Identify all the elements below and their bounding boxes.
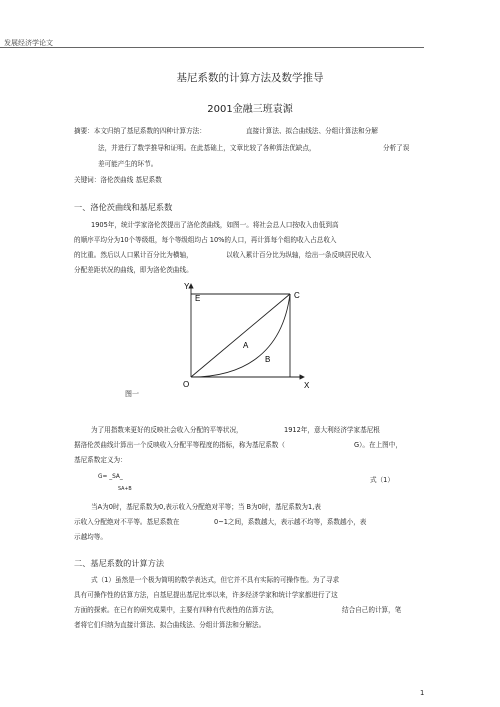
label-b: B [265, 355, 271, 364]
s1-paragraph-1-line-4: 分配差距状况的曲线，即为洛伦茨曲线。 [74, 266, 193, 274]
label-c: C [294, 291, 300, 300]
s1-paragraph-2-line-2b: G）。在上图中， [354, 441, 402, 449]
label-e: E [195, 294, 201, 303]
s1-paragraph-3-line-3: 示越均等。 [74, 533, 107, 541]
paper-title: 基尼系数的计算方法及数学推导 [176, 72, 324, 84]
s2-paragraph-1-line-2: 具有可操作性的估算方法，自基尼提出基尼比率以来，许多经济学家和统计学家都进行了这 [74, 591, 338, 599]
label-x: X [304, 381, 310, 390]
s2-paragraph-1-line-1: 式（1）虽然是一个极为简明的数学表达式，但它并不具有实际的可操作性。为了寻求 [91, 576, 340, 584]
header-rule [0, 47, 424, 48]
s1-paragraph-1-line-3a: 的比重。然后以人口累计百分比为横轴， [74, 251, 193, 259]
abstract-line-1a: 摘要：本文归纳了基尼系数的四种计算方法： [74, 127, 206, 135]
label-o: O [183, 380, 190, 389]
keywords: 关键词：洛伦茨曲线 基尼系数 [74, 176, 162, 184]
abstract-line-2b: 分析了误 [383, 144, 410, 152]
s1-paragraph-1-line-3b: 以收入累计百分比为纵轴，绘出一条反映居民收入 [226, 251, 372, 259]
author-line: 2001金融三班袁源 [207, 104, 293, 115]
s1-paragraph-3-line-1: 当A为0时，基尼系数为0,表示收入分配绝对平等；当 B为0时，基尼系数为1,表 [91, 503, 321, 511]
s1-paragraph-1-line-1: 1905年，统计学家洛伦茨提出了洛伦茨曲线，如图一。将社会总人口按收入由低到高 [91, 221, 339, 229]
s2-paragraph-1-line-3a: 方面的探索。在已有的研究成果中，主要有四种有代表性的估算方法， [74, 606, 279, 614]
abstract-line-1b: 直接计算法、拟合曲线法、分组计算法和分解 [246, 127, 378, 135]
s1-paragraph-2-line-3: 基尼系数定义为： [74, 456, 127, 464]
equality-line [191, 294, 290, 377]
s1-paragraph-3-line-2b: 0~1之间，系数越大，表示越不均等，系数越小，表 [214, 518, 367, 526]
figure-1-caption: 图一 [125, 390, 139, 398]
formula-denominator: SA+B [118, 487, 132, 492]
label-a: A [243, 341, 249, 350]
label-y: Y [184, 282, 190, 291]
section-2-heading: 二、基尼系数的计算方法 [74, 558, 165, 568]
s1-paragraph-2-line-1a: 为了用指数来更好的反映社会收入分配的平等状况， [91, 426, 243, 434]
section-1-heading: 一、洛伦茨曲线和基尼系数 [74, 202, 173, 212]
running-header: 发展经济学论文 [4, 39, 53, 47]
formula-number: 式（1） [370, 476, 394, 484]
s1-paragraph-3-line-2a: 示收入分配绝对不平等。基尼系数在 [74, 518, 180, 526]
abstract-line-2a: 法，并进行了数学推导和证明。在此基础上，文章比较了各种算法优缺点， [98, 144, 316, 152]
page-number: 1 [420, 689, 425, 697]
s2-paragraph-1-line-4: 者将它们归纳为直接计算法、拟合曲线法、分组计算法和分解法。 [74, 621, 266, 629]
s2-paragraph-1-line-3b: 结合自己的计算，笔 [342, 606, 402, 614]
lorenz-curve-figure [170, 278, 330, 394]
abstract-line-3: 差可能产生的环节。 [98, 160, 158, 168]
s1-paragraph-2-line-2a: 据洛伦茨曲线计算出一个反映收入分配平等程度的指标，称为基尼系数（ [74, 441, 285, 449]
s1-paragraph-1-line-2: 的顺序平均分为10个等级组，每个等级组均占 10%的人口，再计算每个组的收入占总收入 [74, 236, 337, 244]
s1-paragraph-2-line-1b: 1912年，意大利经济学家基尼根 [284, 426, 380, 434]
formula-numerator: G= _SA_ [98, 474, 123, 480]
